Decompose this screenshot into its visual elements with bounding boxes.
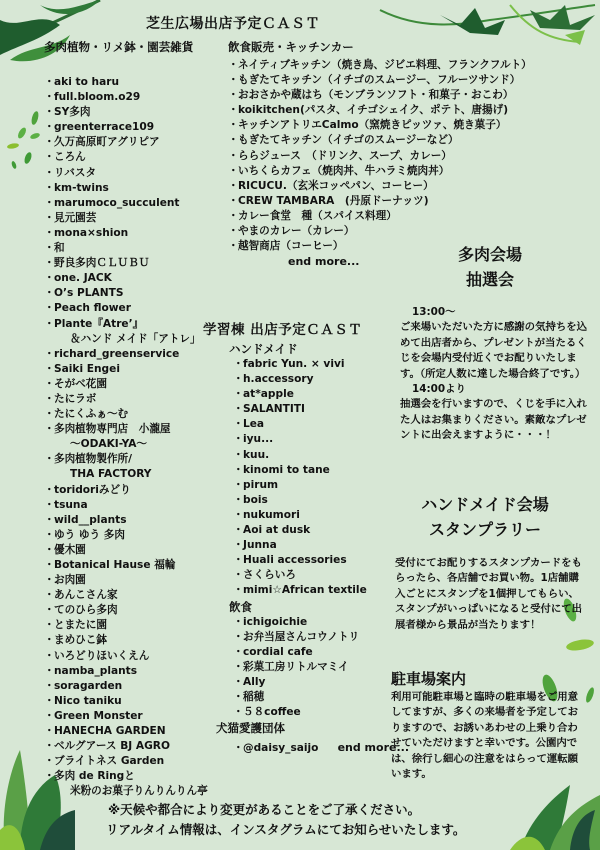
list-item-label: カレー食堂 種（スパイス料理） <box>238 209 397 222</box>
list-item-label: いろどりほいくえん <box>54 649 150 662</box>
list-item-label: 〜ODAKI-YA〜 <box>70 438 148 451</box>
list-item <box>44 784 208 799</box>
list-item-label: O’s PLANTS <box>54 287 124 300</box>
list-item <box>44 196 208 211</box>
lottery-text2: 抽選会を行いますので、くじを手に入れた人はお集まりください。素敵なプレゼントに出会えますように・・・！ <box>400 398 587 442</box>
list-item <box>233 432 409 447</box>
bullet-icon: ・ <box>233 690 244 703</box>
bullet-icon: ・ <box>233 463 244 476</box>
bullet-icon: ・ <box>44 755 55 768</box>
bullet-icon: ・ <box>233 742 244 755</box>
list-item-label: ららジュース （ドリンク、スープ、カレー） <box>238 149 452 162</box>
list-item <box>44 211 208 226</box>
list-item <box>233 538 409 553</box>
list-item-label: ＆ハンド メイド「アトレ」 <box>70 332 201 345</box>
list-item-label: Ally <box>243 675 266 688</box>
list-item-label: あんこさん家 <box>54 589 118 602</box>
bullet-icon: ・ <box>44 679 55 692</box>
list-item <box>44 528 208 543</box>
bullet-icon: ・ <box>44 272 55 285</box>
list-item-label: Botanical Hause 福輪 <box>54 559 176 571</box>
list-item-label: SY多肉 <box>54 106 91 119</box>
list-item <box>233 402 409 417</box>
bullet-icon: ・ <box>233 660 244 673</box>
bullet-icon: ・ <box>233 508 244 521</box>
list-item <box>44 558 208 573</box>
bullet-icon: ・ <box>228 134 239 147</box>
lottery-title-line1: 多肉会場 <box>457 245 522 264</box>
list-item <box>44 362 208 377</box>
list-item-label: toridoriみどり <box>54 483 131 496</box>
list-item-label: pirum <box>243 478 279 491</box>
list-item-label: mimi☆African textile <box>243 584 367 597</box>
page-title: 芝生広場出店予定ＣＡＳＴ <box>146 16 320 32</box>
list-item-label: さくらいろ <box>243 569 296 582</box>
list-item <box>44 437 208 452</box>
list-item <box>44 513 208 528</box>
bullet-icon: ・ <box>228 74 239 87</box>
stamp-title <box>405 492 565 542</box>
list-item <box>228 209 532 224</box>
list-item-label: aki to haru <box>54 76 120 88</box>
list-item-label: ネイティブキッチン（焼き鳥、ジビエ料理、フランクフルト） <box>238 59 532 71</box>
study-food-heading: 飲食 <box>229 599 252 614</box>
bullet-icon: ・ <box>44 362 55 375</box>
bullet-icon: ・ <box>44 226 55 239</box>
list-item-label: お肉園 <box>54 574 86 587</box>
bullet-icon: ・ <box>44 347 55 360</box>
list-item-label: Saiki Engei <box>54 362 120 375</box>
bullet-icon: ・ <box>44 257 55 270</box>
list-item-label: 優木園 <box>54 543 86 556</box>
list-item-label: リバスタ <box>54 166 97 179</box>
bullet-icon: ・ <box>233 373 244 386</box>
list-item-label: もぎたてキッチン（イチゴのスムージー、フルーツサンド） <box>238 74 521 87</box>
bullet-icon: ・ <box>228 225 239 238</box>
bullet-icon: ・ <box>44 513 55 526</box>
list-item <box>233 478 409 493</box>
list-item <box>44 483 208 498</box>
bullet-icon: ・ <box>44 377 55 390</box>
list-item <box>44 120 208 135</box>
bullet-icon: ・ <box>228 164 239 177</box>
bullet-icon: ・ <box>44 634 55 647</box>
bullet-icon: ・ <box>44 574 55 587</box>
stamp-text: 受付にてお配りするスタンプカードをもらったら、各店舗でお買い物。1店舗購入ごとにスタンプを1個押してもらい、スタンプがいっぱいになると受付にて出展者様から景品が当たります！ <box>395 557 583 631</box>
list-item-label: お弁当屋さんコウノトリ <box>243 630 360 643</box>
list-item <box>44 543 208 558</box>
list-item-label: Junna <box>243 539 277 552</box>
list-item-label: greenterrace109 <box>54 121 155 134</box>
list-item-label: やまのカレー（カレー） <box>238 225 355 238</box>
bullet-icon: ・ <box>44 211 55 224</box>
list-item <box>233 675 409 690</box>
list-item-label: ゆう ゆう 多肉 <box>54 528 125 541</box>
bullet-icon: ・ <box>228 149 239 162</box>
list-item-label: 稲穂 <box>243 690 265 703</box>
list-item <box>233 583 409 598</box>
list-item <box>44 618 208 633</box>
list-item <box>233 417 409 432</box>
bullet-icon: ・ <box>233 418 244 431</box>
list-item <box>44 150 208 165</box>
list-item-label: ころん <box>54 151 86 164</box>
animal-list <box>233 741 318 756</box>
list-item-label: at*apple <box>243 388 294 401</box>
bullet-icon: ・ <box>44 181 55 194</box>
list-item <box>44 135 208 150</box>
list-item-label: とまたに園 <box>54 619 107 632</box>
list-item-label: wild__plants <box>54 513 127 526</box>
list-item <box>228 179 532 194</box>
list-item <box>228 58 532 73</box>
bullet-icon: ・ <box>233 478 244 491</box>
list-item <box>233 372 409 387</box>
list-item <box>233 645 409 660</box>
list-item-label: 多肉 de Ringと <box>54 770 135 783</box>
lottery-time2: 14:00より <box>412 383 466 396</box>
list-item <box>44 498 208 513</box>
list-item <box>44 377 208 392</box>
bullet-icon: ・ <box>44 423 55 436</box>
list-item-label: THA FACTORY <box>70 468 152 481</box>
food-heading: 飲食販売・キッチンカー <box>228 40 354 54</box>
footer-line2: リアルタイム情報は、インスタグラムにてお知らせいたします。 <box>106 822 466 837</box>
list-item <box>228 164 532 179</box>
bullet-icon: ・ <box>233 358 244 370</box>
bullet-icon: ・ <box>44 649 55 662</box>
bullet-icon: ・ <box>228 194 239 207</box>
list-item-label: Plante『Atre’』 <box>54 317 144 330</box>
list-item-label: 野良多肉ＣＬＵＢＵ <box>54 257 150 270</box>
list-item <box>233 553 409 568</box>
list-item <box>44 317 208 332</box>
list-item <box>228 133 532 148</box>
plants-heading: 多肉植物・リメ鉢・園芸雑貨 <box>44 40 194 54</box>
bullet-icon: ・ <box>44 392 55 405</box>
list-item <box>44 694 208 709</box>
list-item-label: full.bloom.o29 <box>54 91 141 104</box>
bullet-icon: ・ <box>233 448 244 461</box>
list-item-label: tsuna <box>54 498 88 511</box>
bullet-icon: ・ <box>44 559 55 571</box>
bullet-icon: ・ <box>233 493 244 506</box>
list-item <box>233 741 318 756</box>
list-item-label: mona×shion <box>54 226 129 239</box>
list-item-label: cordial cafe <box>243 645 313 658</box>
list-item-label: Aoi at dusk <box>243 524 311 537</box>
list-item-label: ベルグアース BJ AGRO <box>54 740 170 753</box>
list-item <box>44 105 208 120</box>
bullet-icon: ・ <box>44 453 55 466</box>
bullet-icon: ・ <box>228 179 239 192</box>
list-item <box>44 588 208 603</box>
list-item-label: SALANTITI <box>243 403 305 416</box>
list-item-label: Green Monster <box>54 709 143 722</box>
list-item-label: CREW TAMBARA (丹原ドーナッツ) <box>238 194 429 207</box>
list-item <box>233 523 409 538</box>
list-item-label: Peach flower <box>54 302 131 315</box>
list-item-label: 多肉植物専門店 小瀧屋 <box>54 423 171 436</box>
list-item <box>44 649 208 664</box>
list-item-label: 多肉植物製作所/ <box>54 453 133 466</box>
list-item <box>44 452 208 467</box>
bullet-icon: ・ <box>228 59 239 71</box>
list-item <box>233 387 409 402</box>
bullet-icon: ・ <box>44 483 55 496</box>
list-item <box>228 103 532 118</box>
bullet-icon: ・ <box>44 604 55 617</box>
list-item-label: いちくらカフェ（焼肉丼、牛ハラミ焼肉丼） <box>238 164 450 177</box>
animal-heading: 犬猫愛護団体 <box>216 721 285 736</box>
list-item-label: 彩菓工房リトルマミイ <box>243 660 349 673</box>
bullet-icon: ・ <box>233 539 244 552</box>
list-item-label: kinomi to tane <box>243 463 330 476</box>
list-item-label: iyu... <box>243 433 274 446</box>
list-item-label: koikitchen(パスタ、イチゴシェイク、ポテト、唐揚げ) <box>238 104 509 117</box>
food-end-more: end more... <box>288 255 360 269</box>
list-item-label: bois <box>243 493 268 506</box>
bullet-icon: ・ <box>44 528 55 541</box>
list-item <box>44 181 208 196</box>
lottery-title <box>430 242 550 292</box>
bullet-icon: ・ <box>233 388 244 401</box>
bullet-icon: ・ <box>233 554 244 567</box>
stamp-title-line1: ハンドメイド会場 <box>421 495 549 514</box>
bullet-icon: ・ <box>228 89 239 102</box>
bullet-icon: ・ <box>233 615 244 628</box>
list-item <box>233 705 409 720</box>
bullet-icon: ・ <box>44 709 55 722</box>
bullet-icon: ・ <box>44 589 55 602</box>
list-item-label: nukumori <box>243 508 300 521</box>
handmade-list <box>233 357 409 599</box>
list-item <box>44 271 208 286</box>
list-item <box>44 739 208 754</box>
list-item <box>44 724 208 739</box>
list-item-label: たにラボ <box>54 392 97 405</box>
list-item <box>228 88 532 103</box>
list-item <box>228 73 532 88</box>
list-item <box>233 448 409 463</box>
bullet-icon: ・ <box>233 630 244 643</box>
list-item <box>233 493 409 508</box>
stamp-title-line2: スタンプラリー <box>428 520 541 539</box>
list-item-label: おおさかや蔵はち（モンブランソフト・和菓子・おこわ） <box>238 89 514 102</box>
list-item <box>44 573 208 588</box>
list-item <box>44 286 208 301</box>
list-item <box>233 690 409 705</box>
bullet-icon: ・ <box>44 740 55 753</box>
bullet-icon: ・ <box>233 675 244 688</box>
list-item-label: そがべ花園 <box>54 377 107 390</box>
tropical-plants-bottom-right-decoration <box>510 780 600 850</box>
handmade-heading: ハンドメイド <box>229 342 298 356</box>
footer-notice <box>106 800 465 840</box>
list-item-label: 見元園芸 <box>54 211 97 224</box>
footer-line1: ※天候や都合により変更があることをご了承ください。 <box>108 802 421 817</box>
animal-row <box>233 736 409 756</box>
list-item <box>233 615 409 630</box>
list-item-label: RICUCU.（玄米コッペパン、コーヒー） <box>238 179 434 192</box>
list-item-label: ５８coffee <box>243 706 301 719</box>
list-item <box>44 633 208 648</box>
list-item-label: h.accessory <box>243 373 314 386</box>
bullet-icon: ・ <box>44 543 55 556</box>
bullet-icon: ・ <box>44 76 55 88</box>
bullet-icon: ・ <box>44 694 55 707</box>
list-item <box>44 407 208 422</box>
bullet-icon: ・ <box>44 498 55 511</box>
list-item-label: てのひら多肉 <box>54 604 118 617</box>
bullet-icon: ・ <box>44 136 55 149</box>
falling-leaves-left-decoration <box>0 108 45 178</box>
list-item <box>44 166 208 181</box>
plants-list <box>44 75 208 800</box>
list-item-label: ichigoichie <box>243 615 308 628</box>
lottery-text <box>400 305 588 444</box>
list-item-label: Nico taniku <box>54 694 122 707</box>
bullet-icon: ・ <box>44 242 55 255</box>
study-food-list <box>233 615 409 721</box>
lottery-title-line2: 抽選会 <box>465 270 514 289</box>
list-item <box>44 709 208 724</box>
list-item <box>44 679 208 694</box>
list-item-label: キッチンアトリエCalmo（窯焼きピッツァ、焼き菓子） <box>238 119 507 132</box>
list-item <box>44 256 208 271</box>
list-item <box>44 332 208 347</box>
bullet-icon: ・ <box>44 302 55 315</box>
list-item <box>44 422 208 437</box>
list-item <box>233 568 409 583</box>
bullet-icon: ・ <box>44 151 55 164</box>
bullet-icon: ・ <box>44 287 55 300</box>
food-section <box>228 39 532 268</box>
list-item <box>44 603 208 618</box>
list-item <box>44 754 208 769</box>
list-item-label: @daisy_saijo <box>243 742 319 755</box>
study-title: 学習棟 出店予定ＣＡＳＴ <box>203 322 363 338</box>
list-item-label: HANECHA GARDEN <box>54 725 166 738</box>
list-item <box>44 90 208 105</box>
bullet-icon: ・ <box>228 240 239 253</box>
list-item <box>233 630 409 645</box>
list-item <box>233 463 409 478</box>
list-item <box>44 75 208 90</box>
lottery-time1: 13:00〜 <box>412 306 456 318</box>
list-item <box>233 660 409 675</box>
list-item <box>44 769 208 784</box>
bullet-icon: ・ <box>44 408 55 421</box>
bullet-icon: ・ <box>228 119 239 132</box>
plants-section <box>44 39 208 800</box>
bullet-icon: ・ <box>233 403 244 416</box>
list-item <box>228 118 532 133</box>
bullet-icon: ・ <box>233 569 244 582</box>
list-item <box>228 224 532 239</box>
list-item-label: km-twins <box>54 181 109 194</box>
list-item <box>233 508 409 523</box>
bullet-icon: ・ <box>44 106 55 119</box>
bullet-icon: ・ <box>228 104 239 117</box>
list-item-label: もぎたてキッチン（イチゴのスムージーなど） <box>238 134 459 147</box>
list-item-label: Lea <box>243 418 265 431</box>
list-item-label: ブライトネス Garden <box>54 755 165 768</box>
list-item-label: marumoco_succulent <box>54 196 180 209</box>
bullet-icon: ・ <box>44 664 55 677</box>
list-item <box>44 392 208 407</box>
list-item <box>44 664 208 679</box>
list-item-label: 米粉のお菓子りんりんりん亭 <box>70 785 208 798</box>
list-item <box>228 149 532 164</box>
bullet-icon: ・ <box>44 770 55 783</box>
list-item <box>228 194 532 209</box>
bullet-icon: ・ <box>233 524 244 537</box>
list-item-label: たにくふぁ〜む <box>54 408 129 421</box>
food-list <box>228 58 532 254</box>
list-item-label: まめひこ鉢 <box>54 634 107 647</box>
bullet-icon: ・ <box>44 725 55 738</box>
bullet-icon: ・ <box>228 209 239 222</box>
list-item <box>44 347 208 362</box>
bullet-icon: ・ <box>233 706 244 719</box>
list-item <box>44 301 208 316</box>
bullet-icon: ・ <box>233 645 244 658</box>
list-item <box>44 241 208 256</box>
bullet-icon: ・ <box>44 619 55 632</box>
parking-text: 利用可能駐車場と臨時の駐車場をご用意してますが、多くの来場者を予定しておりますので、お誘いあわせの上乗り合わせていただけますと幸いです。公園内では、徐行し細心の注意をはらって運転願います。 <box>391 691 579 781</box>
study-end-more: end more... <box>337 741 409 755</box>
list-item-label: Huali accessories <box>243 554 347 567</box>
parking-title: 駐車場案内 <box>391 670 467 688</box>
list-item <box>44 467 208 482</box>
list-item <box>44 226 208 241</box>
list-item <box>233 357 409 372</box>
list-item-label: kuu. <box>243 448 270 461</box>
bullet-icon: ・ <box>233 433 244 446</box>
bullet-icon: ・ <box>44 166 55 179</box>
study-section <box>203 318 409 756</box>
list-item-label: 久万高原町アグリピア <box>54 136 160 149</box>
lottery-text1: ご来場いただいた方に感謝の気持ちを込めて出店者から、プレゼントが当たるくじを会場内受付近くでお配りいたします。（所定人数に達した場合終了です。） <box>400 321 588 380</box>
list-item-label: richard_greenservice <box>54 347 180 360</box>
bullet-icon: ・ <box>44 121 55 134</box>
list-item-label: one. JACK <box>54 272 112 285</box>
bullet-icon: ・ <box>44 196 55 209</box>
list-item-label: soragarden <box>54 679 123 692</box>
bullet-icon: ・ <box>44 91 55 104</box>
list-item-label: 和 <box>54 242 65 255</box>
list-item-label: 越智商店（コーヒー） <box>238 240 344 253</box>
bullet-icon: ・ <box>44 317 55 330</box>
list-item-label: fabric Yun. × vivi <box>243 358 345 370</box>
bullet-icon: ・ <box>233 584 244 597</box>
list-item-label: namba_plants <box>54 664 138 677</box>
